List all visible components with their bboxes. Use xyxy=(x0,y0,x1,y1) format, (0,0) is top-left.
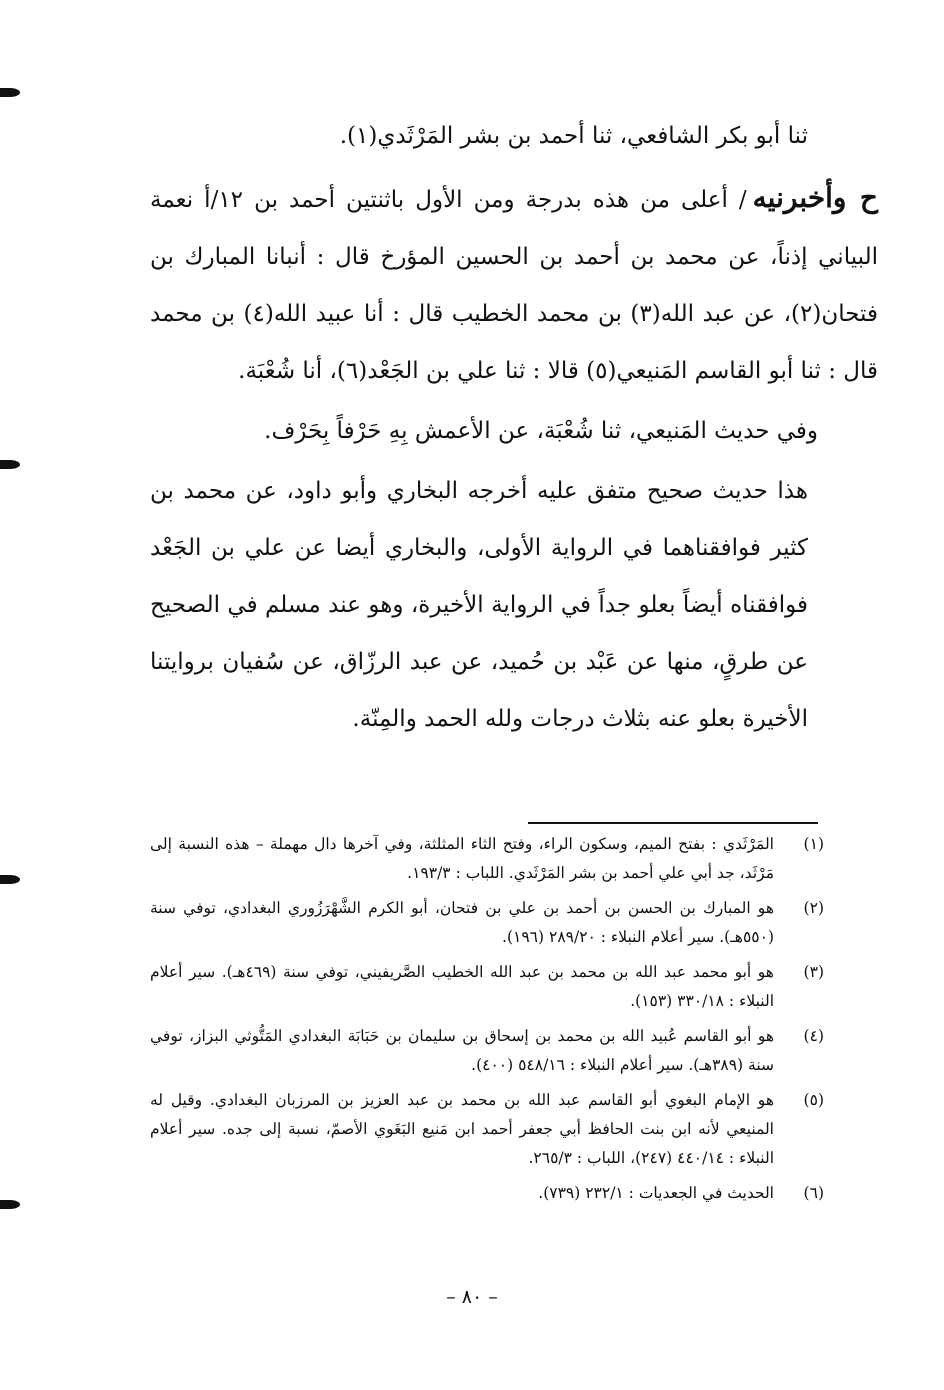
margin-mark xyxy=(0,88,20,97)
margin-mark xyxy=(0,460,20,469)
footnote-number: (٢) xyxy=(803,899,824,917)
chain-paragraph-text: / أعلى من هذه بدرجة ومن الأول باثنتين أحمد بن ١٢/أ نعمة البياني إذناً، عن محمد بن أحمد بن الحسين المؤرخ قال : أنبانا المبارك بن فتحان(٢)، عن عبد الله(٣) بن محمد الخطيب قال : أنا عبيد الله(٤) بن محمد قال : ثنا أبو القاسم المَنيعي(٥) قالا : ثنا علي بن الجَعْد(٦)، أنا شُعْبَة. xyxy=(150,187,878,384)
footnote-text: هو المبارك بن الحسن بن أحمد بن علي بن فتحان، أبو الكرم الشَّهْرَزُوري البغدادي، توفي سنة (٥٥٠هـ). سير أعلام النبلاء : ٢٨٩/٢٠ (١٩٦). xyxy=(150,899,774,946)
footnotes xyxy=(150,830,824,1214)
header-word: ح وأخبرنيه xyxy=(752,181,878,214)
footnote-text: هو الإمام البغوي أبو القاسم عبد الله بن محمد بن عبد العزيز بن المرزبان البغدادي. وقيل له المنيعي لأنه ابن بنت الحافظ أبي جعفر أحمد ابن مَنيع البَغَوي الأصمّ، نسبة إلى جده. سير أعلام النبلاء : ٤٤٠/١٤ (٢٤٧)، اللباب : ٢٦٥/٣. xyxy=(150,1091,774,1167)
hadith-line: وفي حديث المَنيعي، ثنا شُعْبَة، عن الأعمش بِهِ حَرْفاً بِحَرْف. xyxy=(264,418,818,444)
footnote-divider xyxy=(528,822,818,824)
footnote-number: (٤) xyxy=(803,1027,824,1045)
commentary-paragraph: هذا حديث صحيح متفق عليه أخرجه البخاري وأبو داود، عن محمد بن كثير فوافقناهما في الرواية الأولى، والبخاري أيضا عن علي بن الجَعْد فوافقناه أيضاً بعلو جداً في الرواية الأخيرة، وهو عند مسلم في الصحيح عن طرقٍ، منها عن عَبْد بن حُميد، عن عبد الرزّاق، عن سُفيان بروايتنا الأخيرة بعلو عنه بثلاث درجات ولله الحمد والمِنّة. xyxy=(150,478,808,732)
footnote xyxy=(150,1022,824,1080)
footnote-text: الحديث في الجعديات : ٢٣٢/١ (٧٣٩). xyxy=(538,1184,774,1202)
footnote-number: (١) xyxy=(803,835,824,853)
footnote-text: هو أبو محمد عبد الله بن محمد بن عبد الله الخطيب الصَّريفيني، توفي سنة (٤٦٩هـ). سير أعلام النبلاء : ٣٣٠/١٨ (١٥٣). xyxy=(150,963,774,1010)
footnote xyxy=(150,1086,824,1173)
main-text xyxy=(150,108,878,748)
footnote xyxy=(150,958,824,1016)
footnote-number: (٣) xyxy=(803,963,824,981)
chain-paragraph xyxy=(150,169,878,400)
footnote xyxy=(150,1179,824,1208)
margin-mark xyxy=(0,1200,20,1209)
footnote xyxy=(150,894,824,952)
footnote-number: (٦) xyxy=(803,1184,824,1202)
footnote-number: (٥) xyxy=(803,1091,824,1109)
margin-mark xyxy=(0,875,20,884)
footnote xyxy=(150,830,824,888)
footnote-text: هو أبو القاسم عُبيد الله بن محمد بن إسحاق بن سليمان بن حَبَابَة البغدادي المَتُّوثي البزاز، توفي سنة (٣٨٩هـ). سير أعلام النبلاء : ٥٤٨/١٦ (٤٠٠). xyxy=(150,1027,774,1074)
page-number: – ٨٠ – xyxy=(446,1286,498,1308)
footnote-text: المَرْثَدي : بفتح الميم، وسكون الراء، وفتح الثاء المثلثة، وفي آخرها دال مهملة – هذه النسبة إلى مَرْثَد، جد أبي علي أحمد بن بشر المَرْثَدي. اللباب : ١٩٣/٣. xyxy=(150,835,774,882)
chain-line-1: ثنا أبو بكر الشافعي، ثنا أحمد بن بشر المَرْثَدي(١). xyxy=(339,123,808,149)
